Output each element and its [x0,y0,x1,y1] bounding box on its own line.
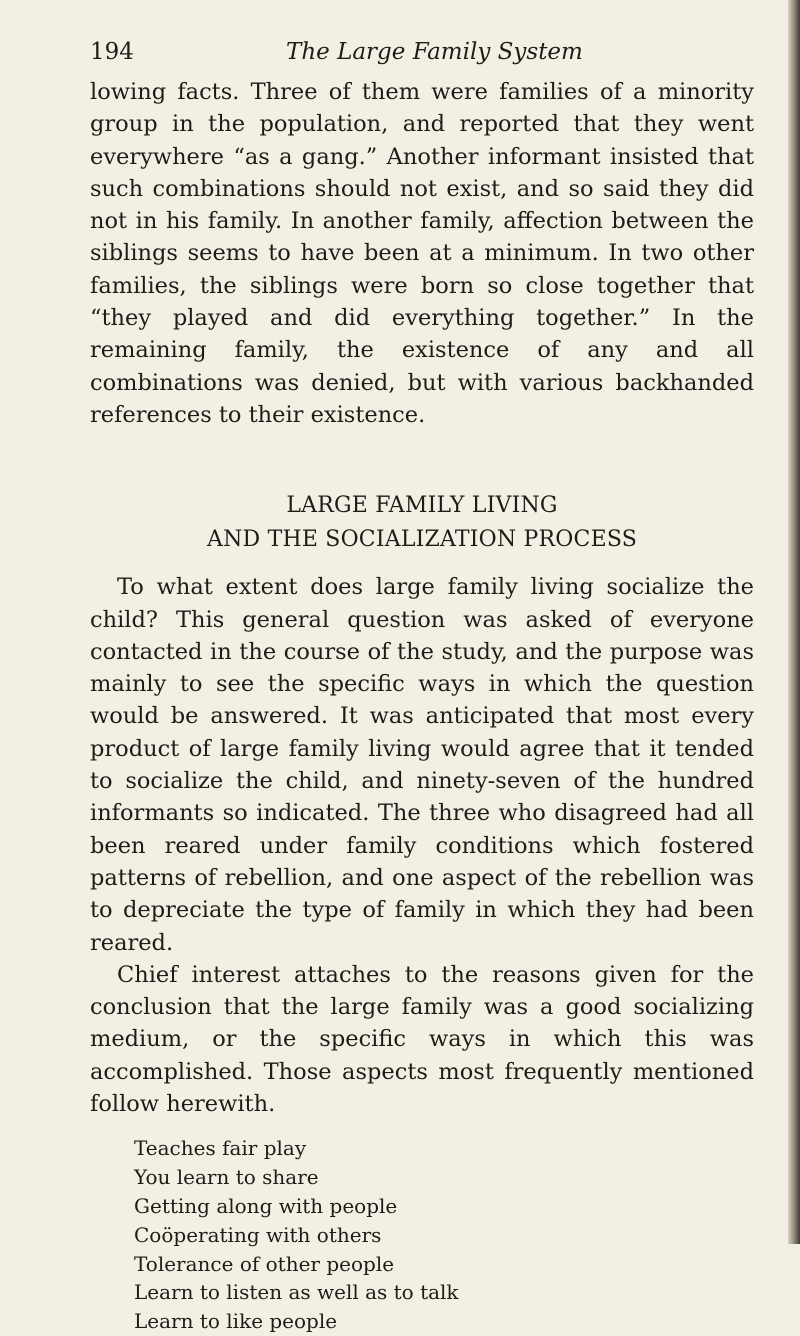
page-number: 194 [90,39,134,65]
list-item: Coöperating with others [134,1222,382,1247]
section-heading-line-1: LARGE FAMILY LIVING [286,493,558,519]
page-header [90,34,758,70]
list-item: Tolerance of other people [134,1251,395,1276]
list-item: Teaches fair play [134,1136,307,1161]
list-item: Learn to like people [134,1309,338,1334]
paragraph-continuation: lowing facts. Three of them were families of a minority group in the population, and reported that they went everywhere “as a gang.” Another informant insisted that such combinations should not exist, and so said they did not in his family. In another family, affection between the siblings seems to have been at a minimum. In two other families, the siblings were born so close together that “they played and did everything together.” In the remaining family, the existence of any and all combinations was denied, but with various backhanded references to their existence. [90,79,754,428]
list-item: Learn to listen as well as to talk [134,1280,459,1305]
socialization-list [134,1134,754,1336]
list-item: You learn to share [134,1165,319,1190]
page-edge-shadow [788,0,800,1244]
section-heading-line-2: AND THE SOCIALIZATION PROCESS [207,527,637,553]
paragraph: Chief interest attaches to the reasons given for the conclusion that the large family was a good socializing medium, or the specific ways in which this was accomplished. Those aspects most frequently mentioned follow herewith. [90,961,754,1118]
list-item: Getting along with people [134,1193,398,1218]
paragraph: To what extent does large family living socialize the child? This general question was asked of everyone contacted in the course of the study, and the purpose was mainly to see the specific ways in which the question would be answered. It was anticipated that most every product of large family living would agree that it tended to socialize the child, and ninety-seven of the hundred informants so indicated. The three who disagreed had all been reared under family conditions which fostered patterns of rebellion, and one aspect of the rebellion was to depreciate the type of family in which they had been reared. [90,574,754,956]
running-title: The Large Family System [286,39,583,65]
section-heading [90,489,754,557]
page-body [90,76,754,1336]
